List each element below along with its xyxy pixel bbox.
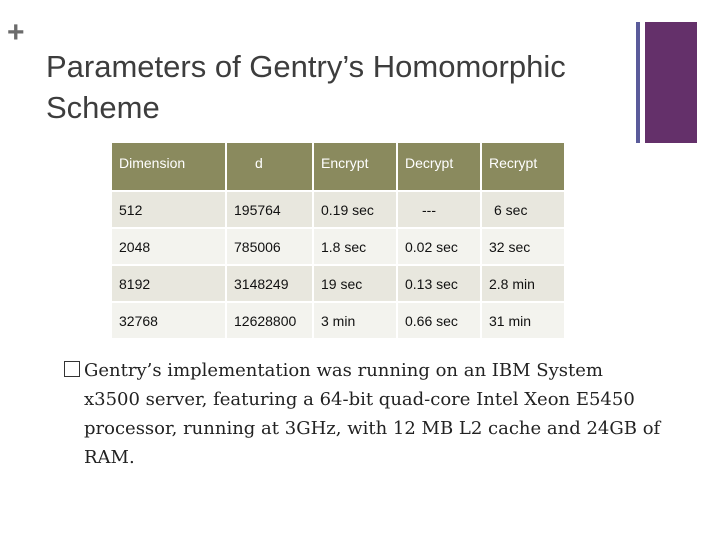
cell-encrypt: 3 min [313, 302, 397, 339]
header-decrypt: Decrypt [397, 143, 481, 191]
checkbox-bullet-icon [64, 361, 80, 377]
cell-dimension: 32768 [112, 302, 226, 339]
cell-d: 3148249 [226, 265, 313, 302]
table-row [112, 302, 565, 339]
cell-dimension: 2048 [112, 228, 226, 265]
table-row [112, 265, 565, 302]
cell-decrypt: 0.02 sec [397, 228, 481, 265]
header-encrypt: Encrypt [313, 143, 397, 191]
cell-recrypt: 32 sec [481, 228, 565, 265]
header-dimension: Dimension [112, 143, 226, 191]
accent-line [636, 22, 640, 143]
plus-icon: + [7, 16, 25, 49]
header-recrypt: Recrypt [481, 143, 565, 191]
cell-d: 785006 [226, 228, 313, 265]
accent-block [645, 22, 697, 143]
cell-encrypt: 1.8 sec [313, 228, 397, 265]
table-row [112, 191, 565, 228]
cell-decrypt: --- [397, 191, 481, 228]
table-header-row [112, 143, 565, 191]
cell-recrypt: 2.8 min [481, 265, 565, 302]
cell-encrypt: 0.19 sec [313, 191, 397, 228]
cell-d: 195764 [226, 191, 313, 228]
bullet-text: Gentry’s implementation was running on an IBM System x3500 server, featuring a 64-bit quad-core Intel Xeon E5450 processor, running at 3GHz, with 12 MB L2 cache and 24GB of RAM. [84, 360, 661, 468]
header-d: d [226, 143, 313, 191]
table-row [112, 228, 565, 265]
cell-d: 12628800 [226, 302, 313, 339]
bullet-point [64, 356, 664, 472]
cell-encrypt: 19 sec [313, 265, 397, 302]
cell-decrypt: 0.13 sec [397, 265, 481, 302]
cell-dimension: 8192 [112, 265, 226, 302]
cell-dimension: 512 [112, 191, 226, 228]
cell-recrypt: 31 min [481, 302, 565, 339]
parameters-table [112, 143, 566, 340]
cell-decrypt: 0.66 sec [397, 302, 481, 339]
slide-title: Parameters of Gentry’s Homomorphic Scheme [46, 49, 566, 125]
cell-recrypt: 6 sec [481, 191, 565, 228]
